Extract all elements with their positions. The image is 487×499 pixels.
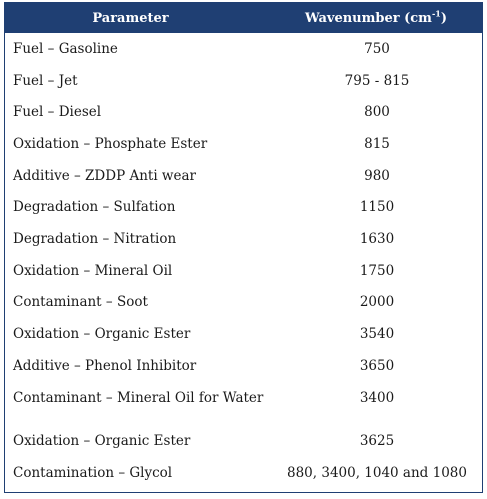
cell-wavenumber: 3540	[359, 326, 395, 343]
table-row	[5, 128, 482, 160]
cell-wavenumber: 1750	[359, 262, 395, 279]
cell-parameter: Contaminant – Soot	[13, 294, 148, 311]
cell-parameter: Degradation – Sulfation	[13, 199, 176, 216]
table-row	[5, 223, 482, 255]
table-body	[5, 33, 482, 489]
cell-parameter: Degradation – Nitration	[13, 230, 177, 247]
cell-parameter: Oxidation – Organic Ester	[13, 326, 191, 343]
cell-wavenumber: 1150	[359, 199, 395, 216]
cell-wavenumber: 980	[364, 167, 390, 184]
cell-wavenumber: 880, 3400, 1040 and 1080	[287, 465, 467, 482]
header-wavenumber-suffix: )	[440, 10, 447, 26]
cell-parameter: Fuel – Jet	[13, 72, 78, 89]
table-row	[5, 96, 482, 128]
cell-parameter: Fuel – Diesel	[13, 104, 102, 121]
header-wavenumber-exponent: -1	[431, 8, 441, 19]
header-wavenumber	[276, 8, 482, 26]
cell-parameter: Oxidation – Organic Ester	[13, 433, 191, 450]
table-row	[5, 426, 482, 458]
cell-wavenumber: 3625	[359, 433, 395, 450]
cell-parameter: Oxidation – Mineral Oil	[13, 262, 173, 279]
cell-wavenumber: 815	[364, 135, 390, 152]
cell-wavenumber: 795 - 815	[344, 72, 410, 89]
table-header	[5, 3, 482, 33]
cell-parameter: Oxidation – Phosphate Ester	[13, 135, 208, 152]
cell-wavenumber: 800	[364, 104, 390, 121]
table-row	[5, 255, 482, 287]
cell-wavenumber: 3400	[359, 389, 395, 406]
cell-parameter: Additive – Phenol Inhibitor	[13, 357, 197, 374]
cell-parameter: Fuel – Gasoline	[13, 40, 118, 57]
cell-wavenumber: 750	[364, 40, 390, 57]
table-row	[5, 287, 482, 319]
cell-parameter: Contamination – Glycol	[13, 465, 173, 482]
table-row	[5, 382, 482, 426]
table-row	[5, 65, 482, 97]
cell-parameter: Additive – ZDDP Anti wear	[13, 167, 196, 184]
table-row	[5, 160, 482, 192]
header-wavenumber-label: Wavenumber (cm	[305, 10, 432, 26]
wavenumber-table	[4, 2, 483, 493]
cell-wavenumber: 1630	[359, 230, 395, 247]
cell-wavenumber: 3650	[359, 357, 395, 374]
table-row	[5, 350, 482, 382]
table-row	[5, 318, 482, 350]
table-row	[5, 457, 482, 489]
cell-parameter: Contaminant – Mineral Oil for Water	[13, 389, 264, 406]
header-parameter: Parameter	[92, 10, 169, 26]
cell-wavenumber: 2000	[359, 294, 395, 311]
table-row	[5, 33, 482, 65]
table-row	[5, 191, 482, 223]
